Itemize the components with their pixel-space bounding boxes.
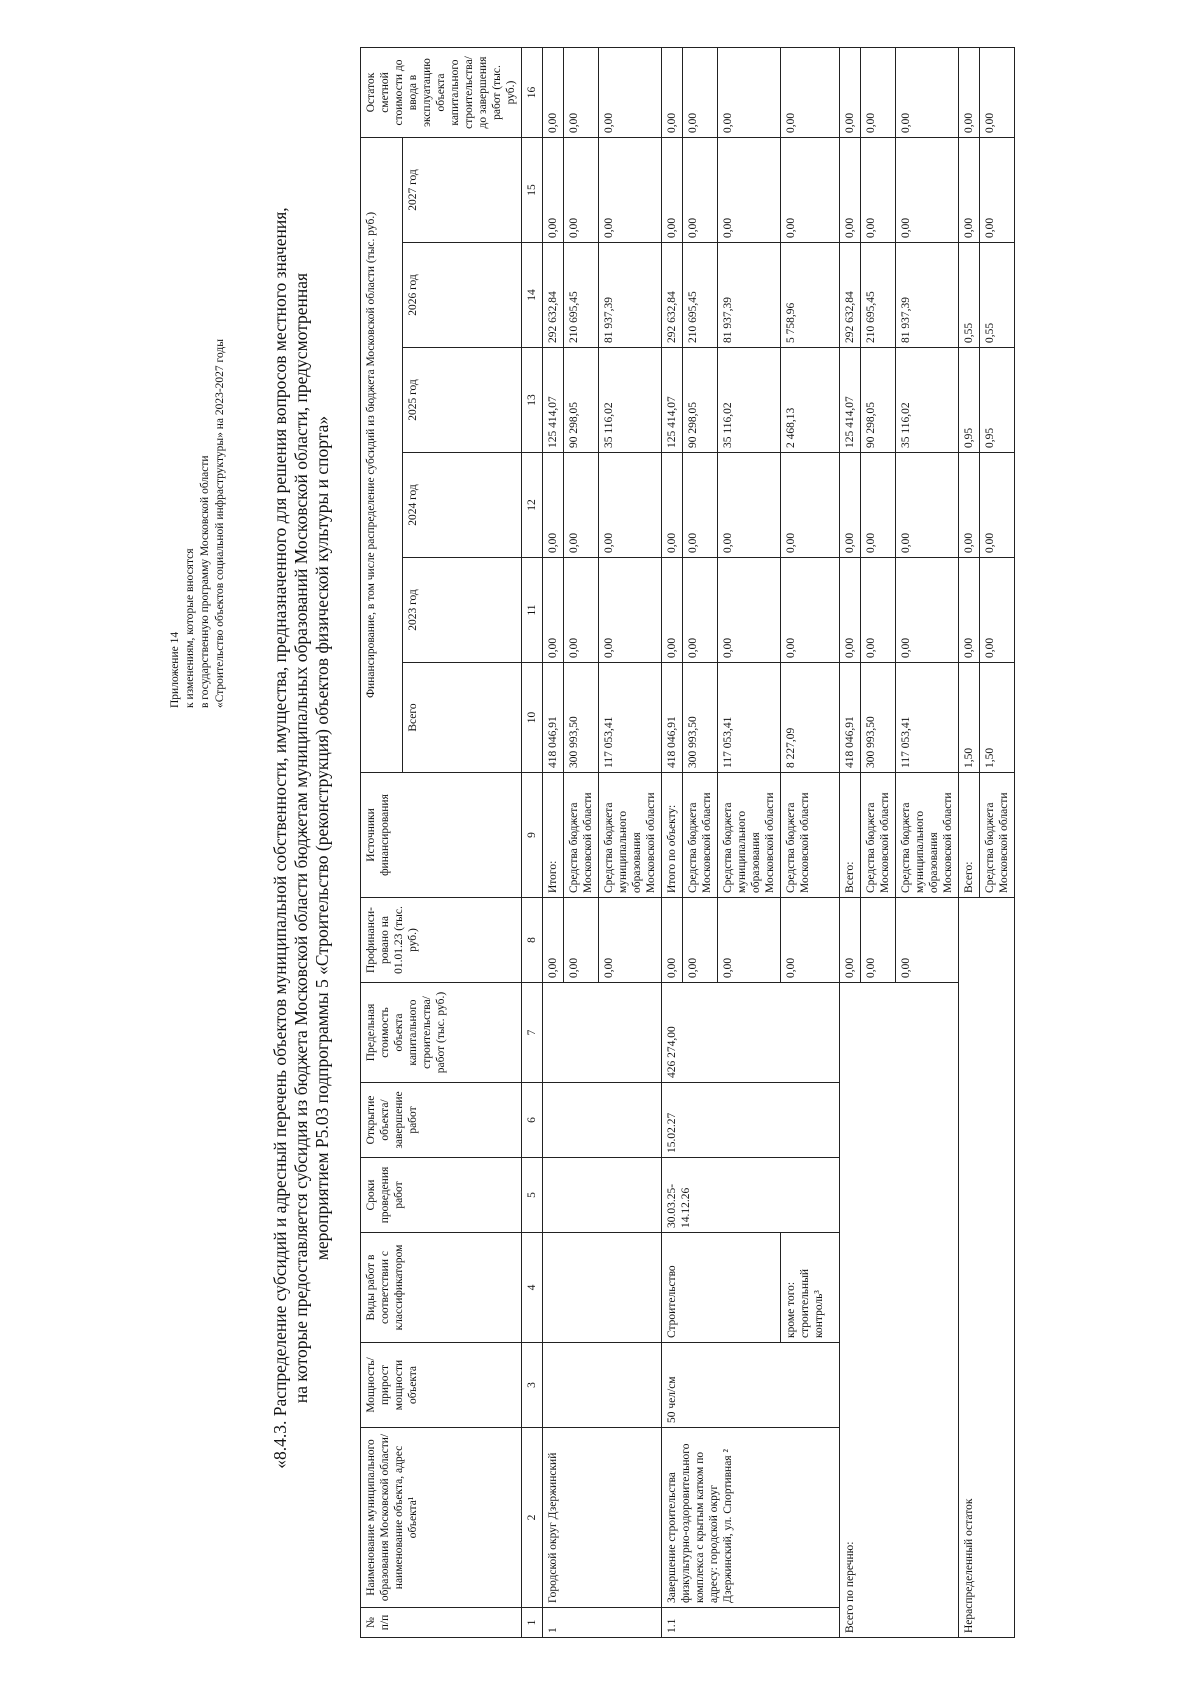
value-cell: 292 632,84: [840, 243, 861, 348]
value-cell: 0,00: [564, 558, 599, 663]
open-date-cell: 15.02.27: [662, 1083, 840, 1158]
colnum: 9: [522, 773, 543, 898]
colnum: 14: [522, 243, 543, 348]
financed-cell: 0,00: [543, 898, 564, 983]
header-row: [361, 48, 403, 1638]
value-cell: 35 116,02: [599, 348, 662, 453]
value-cell: 0,00: [781, 48, 840, 138]
value-cell: 125 414,07: [543, 348, 564, 453]
max-cost-cell: 426 274,00: [662, 983, 840, 1083]
value-cell: 117 053,41: [599, 663, 662, 773]
value-cell: 0,00: [683, 453, 718, 558]
value-cell: 0,00: [980, 48, 1015, 138]
value-cell: 0,00: [781, 138, 840, 243]
financed-cell: 0,00: [718, 898, 781, 983]
value-cell: 0,00: [959, 558, 980, 663]
rotated-landscape-content: [40, 28, 1160, 1668]
value-cell: 0,00: [840, 453, 861, 558]
value-cell: 0,00: [781, 558, 840, 663]
value-cell: 0,00: [564, 138, 599, 243]
value-cell: 0,00: [599, 48, 662, 138]
table-row: [959, 48, 980, 1638]
value-cell: 0,00: [959, 138, 980, 243]
value-cell: 0,00: [543, 558, 564, 663]
colnum: 5: [522, 1158, 543, 1233]
value-cell: 0,00: [781, 453, 840, 558]
value-cell: 0,00: [543, 138, 564, 243]
empty-cell: [543, 1158, 662, 1233]
source-cell: Средства бюджета Московской области: [861, 773, 896, 898]
value-cell: 0,00: [896, 453, 959, 558]
value-cell: 81 937,39: [599, 243, 662, 348]
value-cell: 5 758,96: [781, 243, 840, 348]
header-cell: 2024 год: [403, 453, 522, 558]
value-cell: 210 695,45: [683, 243, 718, 348]
appendix-line: в государственную программу Московской области: [199, 455, 211, 708]
financed-cell: 0,00: [683, 898, 718, 983]
header-cell: Всего: [403, 663, 522, 773]
work-type-cell: Строительство: [662, 1233, 781, 1343]
value-cell: 90 298,05: [564, 348, 599, 453]
value-cell: 1,50: [959, 663, 980, 773]
row-name: Городской округ Дзержинский: [543, 1428, 662, 1608]
appendix-line: Приложение 14: [169, 631, 181, 708]
colnum: 1: [522, 1608, 543, 1638]
value-cell: 0,00: [840, 138, 861, 243]
value-cell: 117 053,41: [718, 663, 781, 773]
appendix-line: «Строительство объектов социальной инфраструктуры» на 2023-2027 годы: [214, 339, 226, 708]
value-cell: 0,00: [896, 558, 959, 663]
value-cell: 300 993,50: [564, 663, 599, 773]
table-row: [840, 48, 861, 1638]
title-line: «8.4.3. Распределение субсидий и адресный перечень объектов муниципальной собственности, имущества, предназначенного для решения вопросов местного значения,: [270, 207, 290, 1469]
value-cell: 300 993,50: [861, 663, 896, 773]
financed-cell: 0,00: [564, 898, 599, 983]
value-cell: 0,00: [896, 138, 959, 243]
appendix-note: [168, 68, 228, 708]
value-cell: 292 632,84: [662, 243, 683, 348]
value-cell: 0,00: [861, 453, 896, 558]
value-cell: 0,00: [662, 138, 683, 243]
empty-cell: [543, 1233, 662, 1343]
source-cell: Средства бюджета Московской области: [564, 773, 599, 898]
value-cell: 0,00: [959, 48, 980, 138]
value-cell: 0,00: [980, 558, 1015, 663]
source-cell: Итого по объекту:: [662, 773, 683, 898]
header-cell: Профинанси-ровано на 01.01.23 (тыс. руб.): [361, 898, 522, 983]
value-cell: 0,00: [683, 138, 718, 243]
column-number-row: [522, 48, 543, 1638]
header-cell: Виды работ в соответствии с классификатором: [361, 1233, 522, 1343]
value-cell: 210 695,45: [564, 243, 599, 348]
value-cell: 0,00: [896, 48, 959, 138]
colnum: 15: [522, 138, 543, 243]
appendix-line: к изменениям, которые вносятся: [184, 548, 196, 708]
header-cell: 2025 год: [403, 348, 522, 453]
colnum: 2: [522, 1428, 543, 1608]
header-cell: 2027 год: [403, 138, 522, 243]
colnum: 8: [522, 898, 543, 983]
value-cell: 418 046,91: [543, 663, 564, 773]
value-cell: 0,00: [980, 138, 1015, 243]
value-cell: 117 053,41: [896, 663, 959, 773]
financed-cell: 0,00: [662, 898, 683, 983]
value-cell: 81 937,39: [718, 243, 781, 348]
empty-cell: [543, 1343, 662, 1428]
row-name: Завершение строительства физкультурно-оздоровительного комплекса с крытым катком по адресу: городской округ Дзержинский, ул. Спортивная ²: [662, 1428, 840, 1608]
colnum: 12: [522, 453, 543, 558]
value-cell: 0,00: [861, 558, 896, 663]
source-cell: Всего:: [959, 773, 980, 898]
value-cell: 0,55: [959, 243, 980, 348]
value-cell: 90 298,05: [861, 348, 896, 453]
row-number: 1: [543, 1608, 662, 1638]
period-cell: 30.03.25-14.12.26: [662, 1158, 840, 1233]
header-cell: Финансирование, в том числе распределение субсидий из бюджета Московской области (тыс. руб.): [361, 138, 403, 773]
value-cell: 0,00: [980, 453, 1015, 558]
source-cell: Средства бюджета муниципального образования Московской области: [718, 773, 781, 898]
value-cell: 0,00: [718, 48, 781, 138]
empty-cell: [543, 983, 662, 1083]
colnum: 16: [522, 48, 543, 138]
value-cell: 0,00: [599, 138, 662, 243]
header-cell: Источники финансирования: [361, 773, 522, 898]
row-number: 1.1: [662, 1608, 840, 1638]
header-cell: 2023 год: [403, 558, 522, 663]
value-cell: 81 937,39: [896, 243, 959, 348]
value-cell: 125 414,07: [840, 348, 861, 453]
value-cell: 0,00: [599, 558, 662, 663]
title-line: на которые предоставляется субсидия из бюджета Московской области бюджетам муниципальных образований Московской области, предусмотренная: [291, 272, 311, 1404]
value-cell: 0,00: [662, 453, 683, 558]
header-cell: Сроки проведения работ: [361, 1158, 522, 1233]
value-cell: 0,00: [861, 48, 896, 138]
value-cell: 0,00: [718, 138, 781, 243]
source-cell: Итого:: [543, 773, 564, 898]
colnum: 6: [522, 1083, 543, 1158]
row-name: Всего по перечню:: [840, 983, 959, 1638]
financed-cell: 0,00: [861, 898, 896, 983]
value-cell: 300 993,50: [683, 663, 718, 773]
colnum: 10: [522, 663, 543, 773]
colnum: 11: [522, 558, 543, 663]
value-cell: 418 046,91: [662, 663, 683, 773]
value-cell: 0,00: [861, 138, 896, 243]
header-cell: Открытие объекта/ завершение работ: [361, 1083, 522, 1158]
value-cell: 0,00: [564, 453, 599, 558]
source-cell: Всего:: [840, 773, 861, 898]
value-cell: 0,00: [543, 48, 564, 138]
table-row: [543, 48, 564, 1638]
power-cell: 50 чел/см: [662, 1343, 840, 1428]
value-cell: 0,00: [718, 453, 781, 558]
header-cell: Мощность/ прирост мощности объекта: [361, 1343, 522, 1428]
header-cell: Остаток сметной стоимости до ввода в эксплуатацию объекта капитального строительства/ до завершения работ (тыс. руб.): [361, 48, 522, 138]
colnum: 3: [522, 1343, 543, 1428]
value-cell: 0,00: [543, 453, 564, 558]
value-cell: 0,00: [840, 48, 861, 138]
title-line: мероприятием Р5.03 подпрограммы 5 «Строительство (реконструкция) объектов физической культуры и спорта»: [312, 415, 332, 1261]
value-cell: 0,95: [980, 348, 1015, 453]
value-cell: 1,50: [980, 663, 1015, 773]
colnum: 4: [522, 1233, 543, 1343]
value-cell: 8 227,09: [781, 663, 840, 773]
value-cell: 125 414,07: [662, 348, 683, 453]
table-row: [662, 48, 683, 1638]
source-cell: Средства бюджета муниципального образования Московской области: [896, 773, 959, 898]
row-name: Нераспределенный остаток: [959, 898, 1015, 1638]
value-cell: 0,00: [683, 48, 718, 138]
colnum: 7: [522, 983, 543, 1083]
work-type-cell: кроме того: строительный контроль³: [781, 1233, 840, 1343]
empty-cell: [543, 1083, 662, 1158]
colnum: 13: [522, 348, 543, 453]
source-cell: Средства бюджета Московской области: [683, 773, 718, 898]
value-cell: 35 116,02: [896, 348, 959, 453]
value-cell: 2 468,13: [781, 348, 840, 453]
subsidy-table: [360, 47, 1015, 1638]
value-cell: 0,00: [662, 48, 683, 138]
financed-cell: 0,00: [840, 898, 861, 983]
source-cell: Средства бюджета Московской области: [980, 773, 1015, 898]
source-cell: Средства бюджета Московской области: [781, 773, 840, 898]
value-cell: 0,00: [662, 558, 683, 663]
header-cell: Предельная стоимость объекта капитального строительства/ работ (тыс. руб.): [361, 983, 522, 1083]
financed-cell: 0,00: [781, 898, 840, 983]
value-cell: 0,00: [840, 558, 861, 663]
header-cell: 2026 год: [403, 243, 522, 348]
value-cell: 0,00: [683, 558, 718, 663]
value-cell: 0,00: [564, 48, 599, 138]
value-cell: 0,00: [718, 558, 781, 663]
financed-cell: 0,00: [896, 898, 959, 983]
value-cell: 292 632,84: [543, 243, 564, 348]
header-cell: № п/п: [361, 1608, 522, 1638]
value-cell: 90 298,05: [683, 348, 718, 453]
source-cell: Средства бюджета муниципального образования Московской области: [599, 773, 662, 898]
value-cell: 0,00: [599, 453, 662, 558]
value-cell: 0,55: [980, 243, 1015, 348]
value-cell: 210 695,45: [861, 243, 896, 348]
value-cell: 418 046,91: [840, 663, 861, 773]
value-cell: 0,95: [959, 348, 980, 453]
value-cell: 35 116,02: [718, 348, 781, 453]
financed-cell: 0,00: [599, 898, 662, 983]
header-cell: Наименование муниципального образования Московской области/ наименование объекта, адрес объекта¹: [361, 1428, 522, 1608]
document-title: [270, 168, 333, 1508]
value-cell: 0,00: [959, 453, 980, 558]
